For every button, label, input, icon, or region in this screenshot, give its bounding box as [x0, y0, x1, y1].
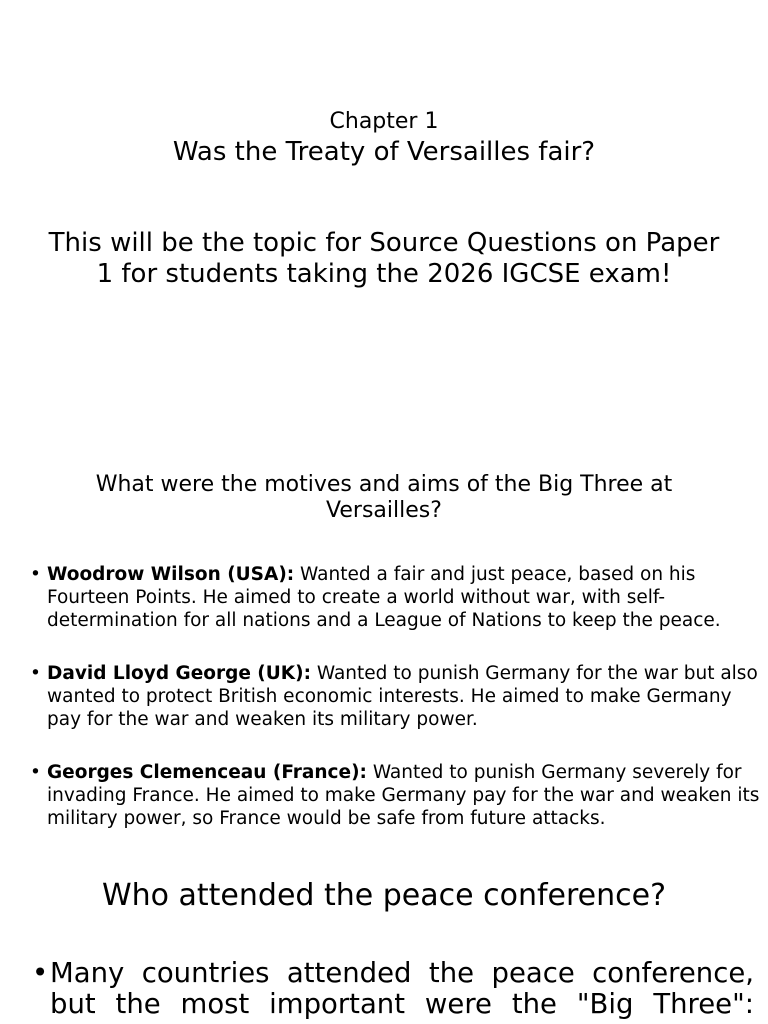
bullet-wilson: [30, 563, 768, 632]
bullet-mark: •: [30, 762, 41, 783]
attendance-bullet-text: Many countries attended the peace conference, but the most important were the "Big Three":: [50, 957, 754, 1020]
chapter-title: Was the Treaty of Versailles fair?: [172, 137, 596, 167]
bullet-leader-name: Woodrow Wilson (USA):: [47, 564, 295, 585]
motives-bullet-list: [30, 563, 768, 865]
bullet-mark: •: [32, 957, 49, 989]
topic-note: This will be the topic for Source Questions on Paper 1 for students taking the 2026 IGCSE exam!: [48, 228, 720, 289]
bullet-leader-text: Wanted to punish Germany for the war but also wanted to protect British economic interests. He aimed to make Germany pay for the war and weaken its military power.: [47, 663, 758, 730]
motives-heading: What were the motives and aims of the Big Three at Versailles?: [95, 472, 673, 523]
bullet-mark: •: [30, 564, 41, 585]
bullet-leader-text: Wanted to punish Germany severely for invading France. He aimed to make Germany pay for the war and weaken its military power, so France would be safe from future attacks.: [47, 762, 760, 829]
bullet-lloyd-george: [30, 662, 768, 731]
bullet-leader-name: Georges Clemenceau (France):: [47, 762, 367, 783]
attendance-bullet: [32, 958, 754, 1020]
bullet-leader-name: David Lloyd George (UK):: [47, 663, 311, 684]
chapter-label: Chapter 1: [329, 109, 439, 134]
bullet-mark: •: [30, 663, 41, 684]
attendance-heading: Who attended the peace conference?: [101, 878, 667, 913]
bullet-leader-text: Wanted a fair and just peace, based on his Fourteen Points. He aimed to create a world without war, with self-determination for all nations and a League of Nations to keep the peace.: [47, 564, 721, 631]
bullet-clemenceau: [30, 761, 768, 830]
